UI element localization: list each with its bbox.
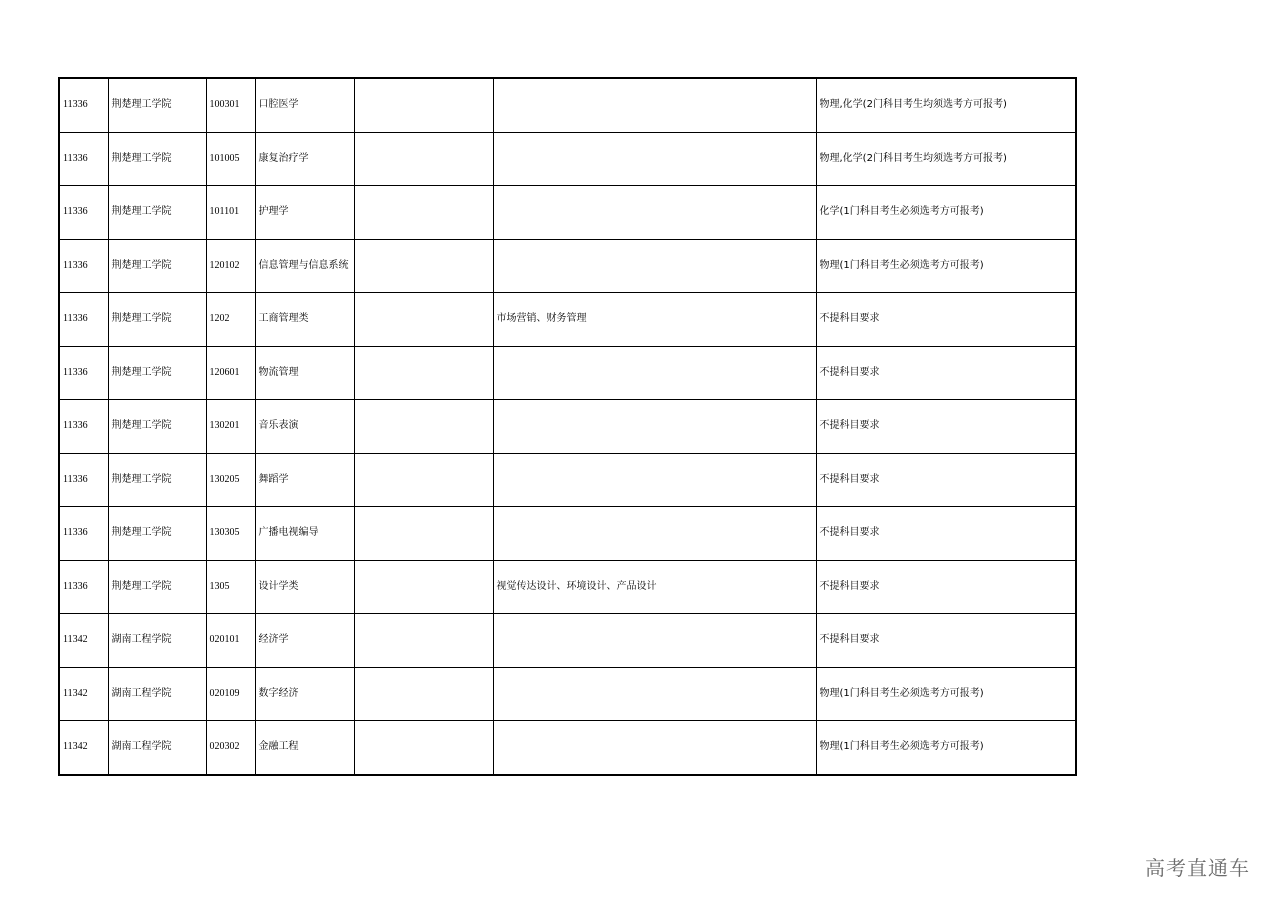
table-row <box>59 560 1076 614</box>
included-majors-cell <box>493 400 816 454</box>
note-cell <box>354 453 493 507</box>
school-code-cell: 11342 <box>59 667 108 721</box>
major-name-cell: 康复治疗学 <box>255 132 354 186</box>
major-name-cell: 护理学 <box>255 186 354 240</box>
included-majors-cell <box>493 721 816 775</box>
school-name-cell: 荆楚理工学院 <box>108 78 206 132</box>
included-majors-cell <box>493 239 816 293</box>
note-cell <box>354 239 493 293</box>
table-row <box>59 507 1076 561</box>
subject-requirement-cell: 不提科目要求 <box>816 560 1076 614</box>
school-name-cell: 荆楚理工学院 <box>108 132 206 186</box>
included-majors-cell: 市场营销、财务管理 <box>493 293 816 347</box>
included-majors-cell <box>493 507 816 561</box>
major-code-cell: 130305 <box>206 507 255 561</box>
school-code-cell: 11336 <box>59 132 108 186</box>
subject-requirement-cell: 不提科目要求 <box>816 614 1076 668</box>
major-code-cell: 020101 <box>206 614 255 668</box>
included-majors-cell <box>493 614 816 668</box>
included-majors-cell <box>493 346 816 400</box>
major-name-cell: 经济学 <box>255 614 354 668</box>
major-name-cell: 音乐表演 <box>255 400 354 454</box>
included-majors-cell <box>493 132 816 186</box>
table-row <box>59 186 1076 240</box>
school-code-cell: 11336 <box>59 239 108 293</box>
major-name-cell: 数字经济 <box>255 667 354 721</box>
school-code-cell: 11342 <box>59 614 108 668</box>
major-code-cell: 020302 <box>206 721 255 775</box>
subject-requirement-cell: 不提科目要求 <box>816 400 1076 454</box>
major-code-cell: 101005 <box>206 132 255 186</box>
school-code-cell: 11336 <box>59 400 108 454</box>
school-name-cell: 荆楚理工学院 <box>108 186 206 240</box>
note-cell <box>354 132 493 186</box>
major-name-cell: 金融工程 <box>255 721 354 775</box>
subject-requirement-cell: 物理(1门科目考生必须选考方可报考) <box>816 667 1076 721</box>
school-code-cell: 11336 <box>59 453 108 507</box>
school-code-cell: 11336 <box>59 560 108 614</box>
school-code-cell: 11336 <box>59 346 108 400</box>
included-majors-cell <box>493 78 816 132</box>
major-code-cell: 100301 <box>206 78 255 132</box>
school-name-cell: 荆楚理工学院 <box>108 400 206 454</box>
subject-requirements-table <box>58 77 1077 776</box>
table-row <box>59 293 1076 347</box>
included-majors-cell <box>493 453 816 507</box>
table-row <box>59 78 1076 132</box>
major-name-cell: 广播电视编导 <box>255 507 354 561</box>
note-cell <box>354 293 493 347</box>
table-row <box>59 614 1076 668</box>
note-cell <box>354 346 493 400</box>
school-code-cell: 11336 <box>59 78 108 132</box>
major-name-cell: 设计学类 <box>255 560 354 614</box>
subject-requirement-cell: 不提科目要求 <box>816 346 1076 400</box>
note-cell <box>354 400 493 454</box>
included-majors-cell: 视觉传达设计、环境设计、产品设计 <box>493 560 816 614</box>
table-row <box>59 453 1076 507</box>
subject-requirement-cell: 物理,化学(2门科目考生均须选考方可报考) <box>816 132 1076 186</box>
included-majors-cell <box>493 186 816 240</box>
major-code-cell: 120601 <box>206 346 255 400</box>
note-cell <box>354 614 493 668</box>
table-row <box>59 400 1076 454</box>
note-cell <box>354 667 493 721</box>
major-code-cell: 120102 <box>206 239 255 293</box>
watermark-text: 高考直通车 <box>1145 856 1250 880</box>
subject-requirement-cell: 不提科目要求 <box>816 507 1076 561</box>
major-code-cell: 020109 <box>206 667 255 721</box>
note-cell <box>354 721 493 775</box>
school-name-cell: 荆楚理工学院 <box>108 560 206 614</box>
table-row <box>59 239 1076 293</box>
included-majors-cell <box>493 667 816 721</box>
school-code-cell: 11342 <box>59 721 108 775</box>
note-cell <box>354 186 493 240</box>
school-name-cell: 荆楚理工学院 <box>108 346 206 400</box>
major-code-cell: 1202 <box>206 293 255 347</box>
table-row <box>59 346 1076 400</box>
subject-requirement-cell: 物理(1门科目考生必须选考方可报考) <box>816 721 1076 775</box>
school-name-cell: 湖南工程学院 <box>108 614 206 668</box>
subject-requirement-cell: 不提科目要求 <box>816 453 1076 507</box>
school-name-cell: 湖南工程学院 <box>108 721 206 775</box>
school-code-cell: 11336 <box>59 186 108 240</box>
table-row <box>59 721 1076 775</box>
school-name-cell: 荆楚理工学院 <box>108 453 206 507</box>
school-code-cell: 11336 <box>59 293 108 347</box>
major-name-cell: 工商管理类 <box>255 293 354 347</box>
table-row <box>59 667 1076 721</box>
major-code-cell: 1305 <box>206 560 255 614</box>
major-code-cell: 101101 <box>206 186 255 240</box>
major-code-cell: 130201 <box>206 400 255 454</box>
subject-requirement-cell: 不提科目要求 <box>816 293 1076 347</box>
major-name-cell: 物流管理 <box>255 346 354 400</box>
note-cell <box>354 78 493 132</box>
subject-requirement-cell: 物理(1门科目考生必须选考方可报考) <box>816 239 1076 293</box>
school-code-cell: 11336 <box>59 507 108 561</box>
school-name-cell: 荆楚理工学院 <box>108 293 206 347</box>
major-name-cell: 舞蹈学 <box>255 453 354 507</box>
major-name-cell: 口腔医学 <box>255 78 354 132</box>
major-name-cell: 信息管理与信息系统 <box>255 239 354 293</box>
school-name-cell: 荆楚理工学院 <box>108 507 206 561</box>
table-row <box>59 132 1076 186</box>
subject-requirement-cell: 化学(1门科目考生必须选考方可报考) <box>816 186 1076 240</box>
note-cell <box>354 560 493 614</box>
school-name-cell: 湖南工程学院 <box>108 667 206 721</box>
note-cell <box>354 507 493 561</box>
subject-requirement-cell: 物理,化学(2门科目考生均须选考方可报考) <box>816 78 1076 132</box>
major-code-cell: 130205 <box>206 453 255 507</box>
table-body <box>59 78 1076 775</box>
school-name-cell: 荆楚理工学院 <box>108 239 206 293</box>
